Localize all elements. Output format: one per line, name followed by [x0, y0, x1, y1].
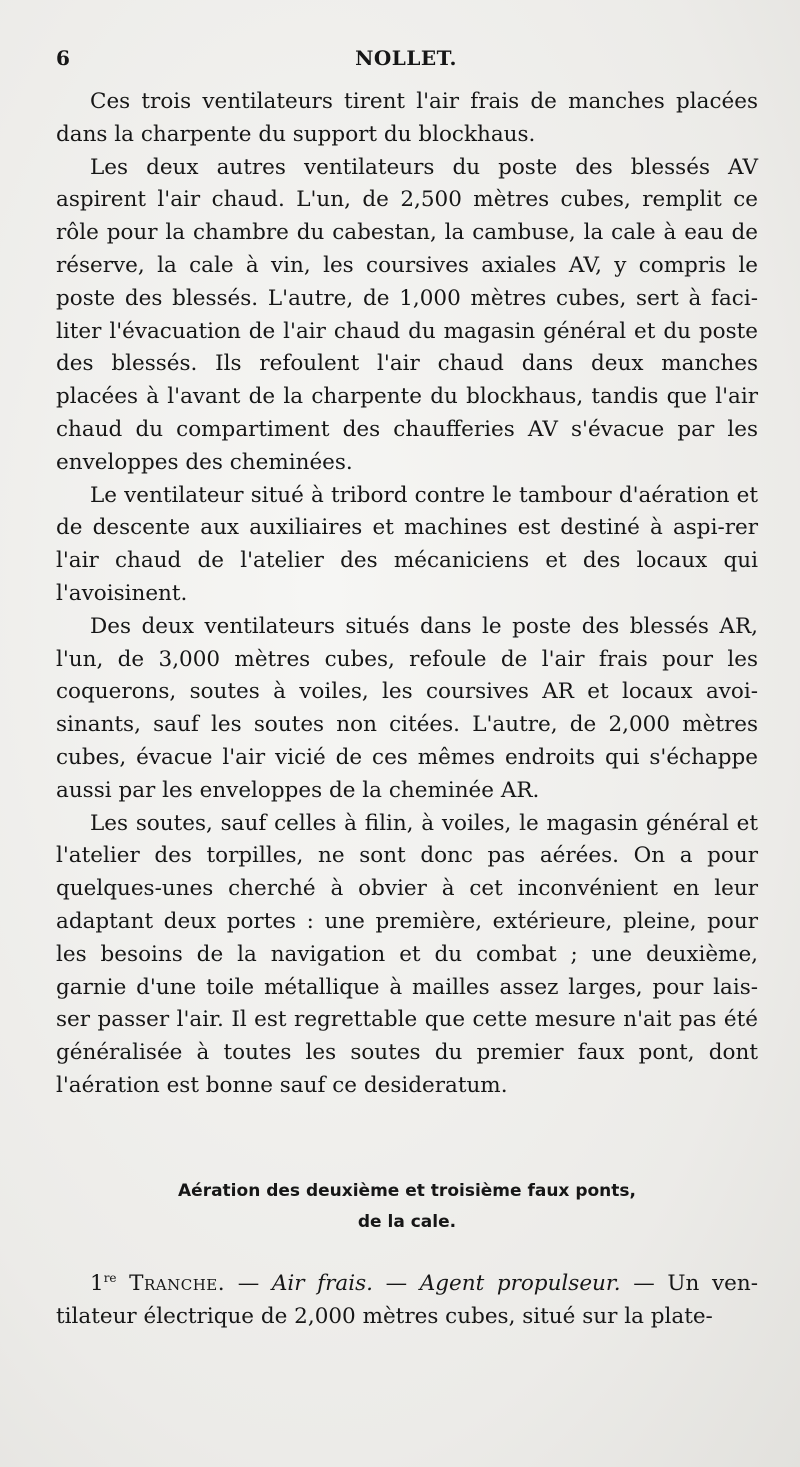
dash-2: —	[385, 1271, 408, 1297]
paragraph-2: Les deux autres ventilateurs du poste des blessés AV aspirent l'air chaud. L'un, de 2,500 mètres cubes, remplit ce rôle pour la chambre du cabestan, la cambuse, la cale à eau de réserve, la cale à vin, les coursives axiales AV, y compris le poste des blessés. L'autre, de 1,000 mètres cubes, sert à faci-liter l'évacuation de l'air chaud du magasin général et du poste des blessés. Ils refoulent l'air chaud dans deux manches placées à l'avant de la charpente du blockhaus, tandis que l'air chaud du compartiment des chaufferies AV s'évacue par les enveloppes des cheminées.	[56, 154, 758, 475]
tranche-label: Tranche.	[129, 1271, 226, 1297]
tranche-number: 1	[90, 1271, 104, 1297]
paragraph-5: Les soutes, sauf celles à filin, à voiles, le magasin général et l'atelier des torpilles, ne sont donc pas aérées. On a pour quelques-unes cherché à obvier à cet inconvénient en leur adaptant deux portes : une première, extérieure, pleine, pour les besoins de la navigation et du combat ; une deuxième, garnie d'une toile métallique à mailles assez larges, pour lais-ser passer l'air. Il est regrettable que cette mesure n'ait pas été généralisée à toutes les soutes du premier faux pont, dont l'aération est bonne sauf ce desideratum.	[56, 810, 758, 1098]
item-agent-propulseur: Agent propulseur.	[419, 1271, 621, 1297]
tranche-number-suffix: re	[103, 1271, 117, 1285]
paragraph-1: Ces trois ventilateurs tirent l'air frais de manches placées dans la charpente du support du blockhaus.	[56, 89, 758, 147]
tranche-body: Un ven-tilateur électrique de 2,000 mètres cubes, situé sur la plate-	[56, 1271, 758, 1329]
tranche-paragraph	[56, 1262, 758, 1334]
page-header	[56, 46, 756, 76]
running-head: NOLLET.	[355, 46, 457, 70]
tranche-text	[56, 1262, 758, 1334]
section-heading	[56, 1176, 758, 1238]
paragraph-3: Le ventilateur situé à tribord contre le tambour d'aération et de descente aux auxiliaires et machines est destiné à aspi-rer l'air chaud de l'atelier des mécaniciens et des locaux qui l'avoisinent.	[56, 482, 758, 606]
item-air-frais: Air frais.	[271, 1271, 373, 1297]
paragraph-4: Des deux ventilateurs situés dans le poste des blessés AR, l'un, de 3,000 mètres cubes, refoule de l'air frais pour les coquerons, soutes à voiles, les coursives AR et locaux avoi-sinants, sauf les soutes non citées. L'autre, de 2,000 mètres cubes, évacue l'air vicié de ces mêmes endroits qui s'échappe aussi par les enveloppes de la cheminée AR.	[56, 613, 758, 803]
section-heading-line-1: Aération des deuxième et troisième faux ponts,	[178, 1181, 636, 1201]
dash-3: —	[633, 1271, 655, 1297]
body-text	[56, 86, 758, 1103]
page-number: 6	[56, 46, 70, 70]
section-heading-line-2: de la cale.	[357, 1212, 457, 1232]
dash-1: —	[237, 1271, 260, 1297]
